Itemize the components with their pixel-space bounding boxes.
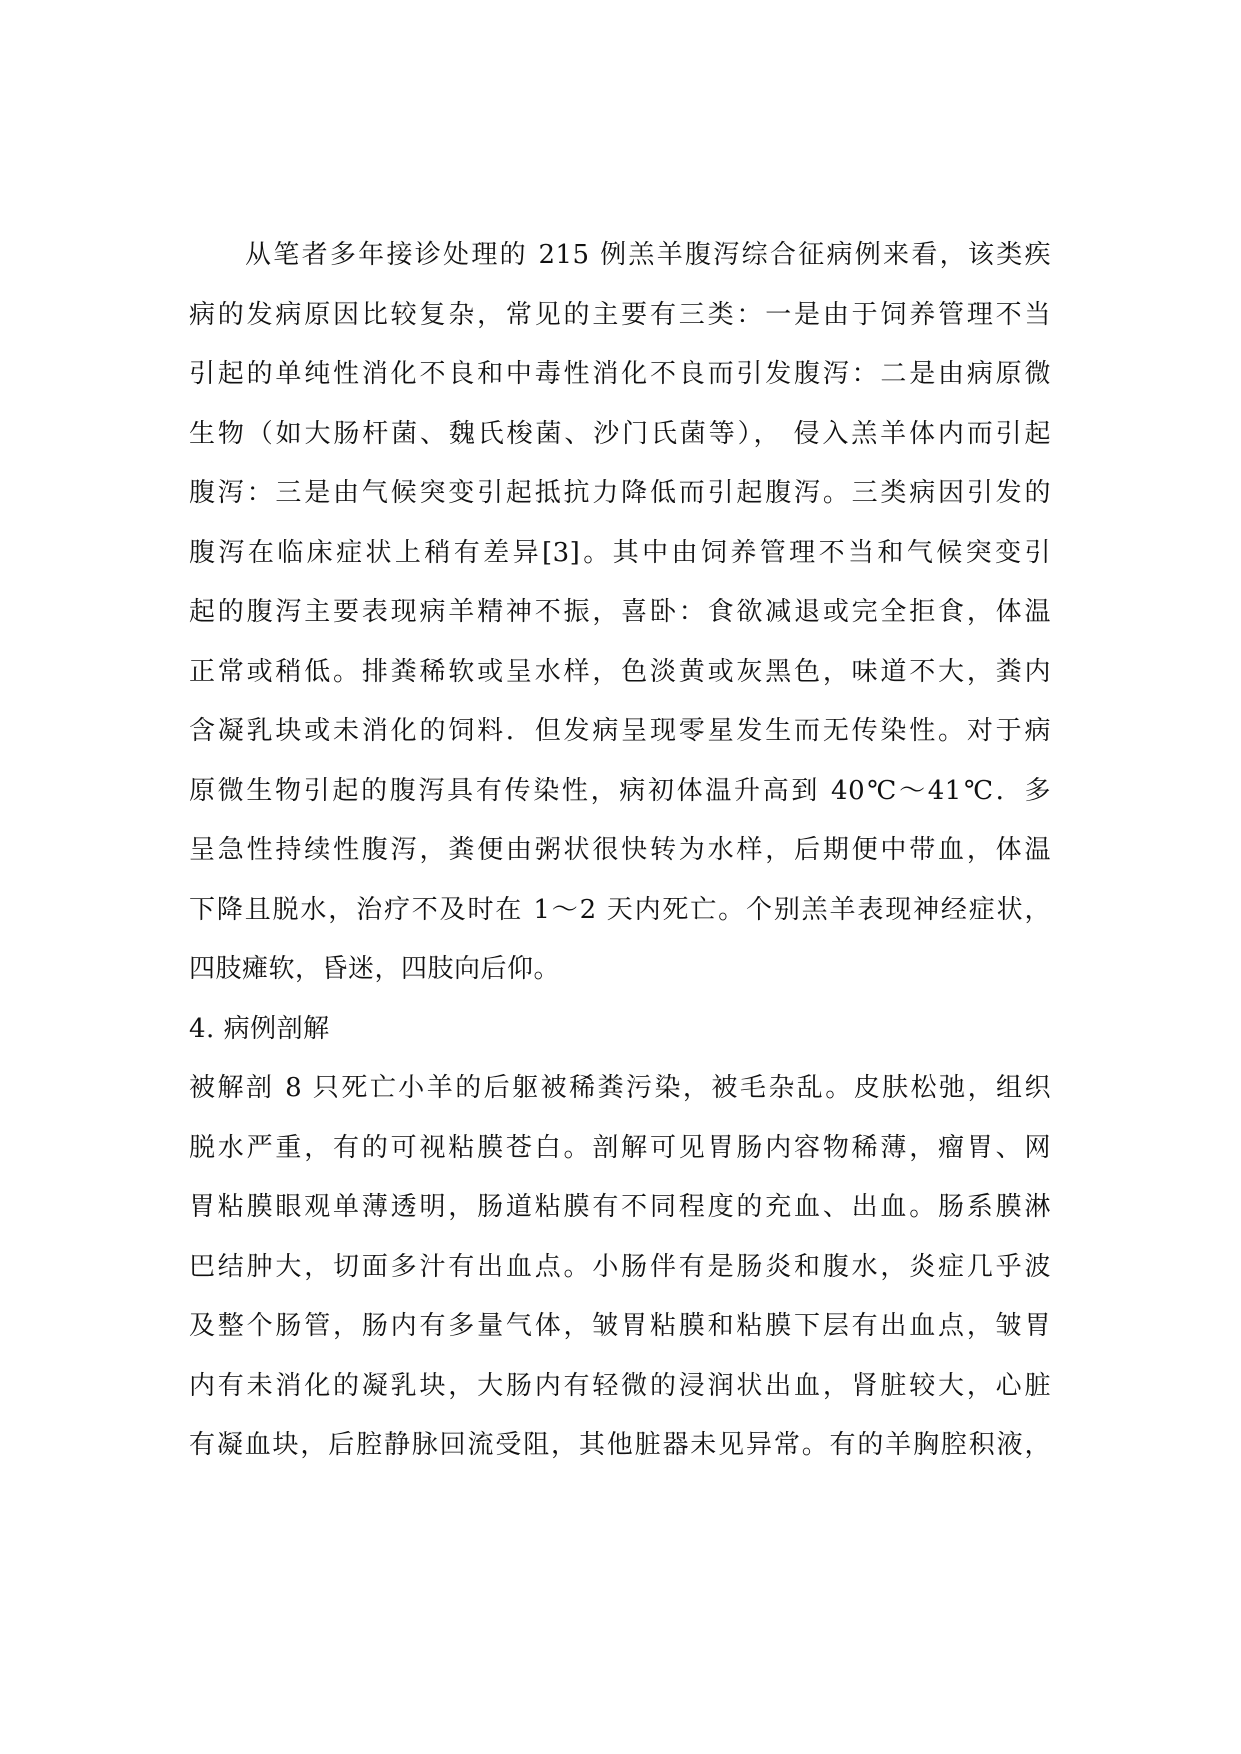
paragraph-necropsy: [189, 1059, 1051, 1476]
paragraph-symptoms: [189, 226, 1051, 1000]
text-line: 起的腹泻主要表现病羊精神不振，喜卧：食欲减退或完全拒食，体温: [189, 597, 1051, 627]
text-line: 呈急性持续性腹泻，粪便由粥状很快转为水样，后期便中带血，体温: [189, 835, 1051, 865]
text-line: 腹泻在临床症状上稍有差异[3]。其中由饲养管理不当和气候突变引: [189, 537, 1051, 568]
text-line: 及整个肠管，肠内有多量气体，皱胃粘膜和粘膜下层有出血点，皱胃: [189, 1311, 1051, 1341]
text-line: 巴结肿大，切面多汁有出血点。小肠伴有是肠炎和腹水，炎症几乎波: [189, 1251, 1051, 1282]
text-line: 下降且脱水，治疗不及时在 1～2 天内死亡。个别羔羊表现神经症状，: [189, 894, 1051, 925]
text-line: 生物（如大肠杆菌、魏氏梭菌、沙门氏菌等）， 侵入羔羊体内而引起: [189, 418, 1051, 449]
text-line: 从笔者多年接诊处理的 215 例羔羊腹泻综合征病例来看，该类疾: [245, 240, 1051, 270]
text-line: 正常或稍低。排粪稀软或呈水样，色淡黄或灰黑色，味道不大，粪内: [189, 656, 1051, 687]
text-line: 腹泻：三是由气候突变引起抵抗力降低而引起腹泻。三类病因引发的: [189, 478, 1051, 508]
section-heading: 4. 病例剖解: [189, 1013, 330, 1044]
text-line: 脱水严重，有的可视粘膜苍白。剖解可见胃肠内容物稀薄，瘤胃、网: [189, 1132, 1051, 1163]
text-line: 四肢瘫软，昏迷，四肢向后仰。: [189, 954, 561, 984]
text-line: 引起的单纯性消化不良和中毒性消化不良而引发腹泻：二是由病原微: [189, 359, 1051, 389]
text-line: 含凝乳块或未消化的饲料．但发病呈现零星发生而无传染性。对于病: [189, 716, 1051, 746]
text-line: 原微生物引起的腹泻具有传染性，病初体温升高到 40℃～41℃．多: [189, 775, 1051, 806]
text-line: 被解剖 8 只死亡小羊的后躯被稀粪污染，被毛杂乱。皮肤松弛，组织: [189, 1073, 1051, 1103]
text-line: 病的发病原因比较复杂，常见的主要有三类：一是由于饲养管理不当: [189, 299, 1051, 330]
document-body: [189, 226, 1051, 1476]
text-line: 有凝血块，后腔静脉回流受阻，其他脏器未见异常。有的羊胸腔积液，: [189, 1430, 1051, 1460]
text-line: 内有未消化的凝乳块，大肠内有轻微的浸润状出血，肾脏较大，心脏: [189, 1370, 1051, 1401]
text-line: 胃粘膜眼观单薄透明，肠道粘膜有不同程度的充血、出血。肠系膜淋: [189, 1192, 1051, 1222]
